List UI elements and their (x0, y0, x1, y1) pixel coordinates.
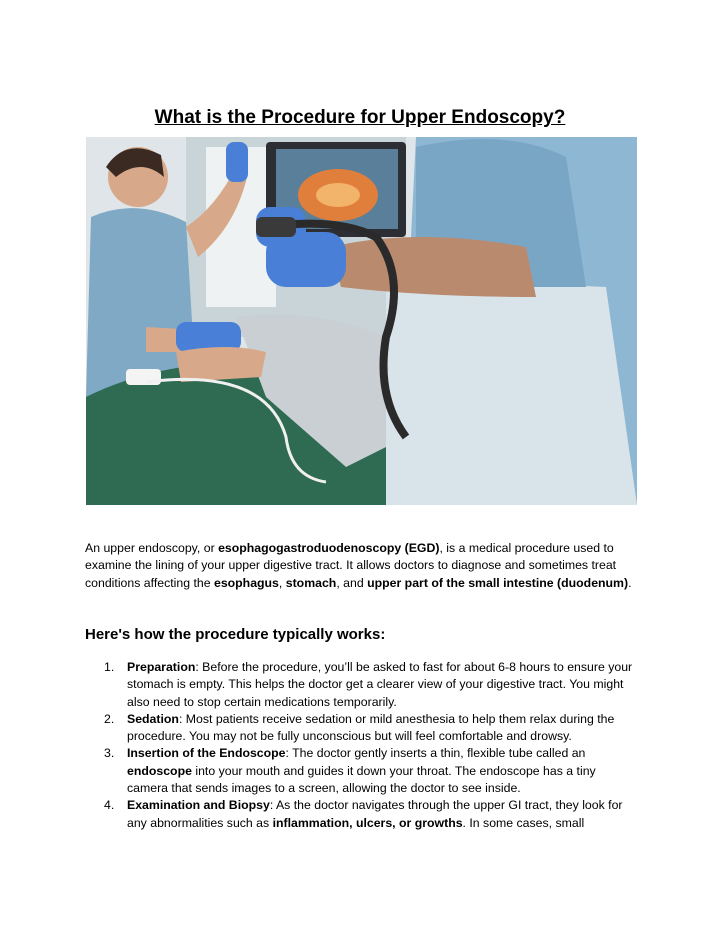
list-number: 2. (104, 711, 115, 726)
step-text: : Most patients receive sedation or mild anesthesia to help them relax during the procedure. You may not be fully unconscious but will feel comfortable and drowsy. (127, 711, 615, 744)
list-number: 1. (104, 660, 115, 674)
term-stomach: stomach (285, 575, 337, 590)
step-heading: Insertion of the Endoscope (127, 746, 286, 761)
procedure-subheading: Here's how the procedure typically works: (85, 626, 386, 643)
term-abnormalities: inflammation, ulcers, or growths (272, 815, 463, 830)
step-text: : Before the procedure, you’ll be asked to fast for about 6-8 hours to ensure your stomach is empty. This helps the doctor get a clearer view of your digestive tract. You might also need to stop certain medications temporarily. (127, 660, 633, 709)
step-text: . In some cases, small (462, 815, 585, 830)
term-duodenum: upper part of the small intestine (duodenum) (367, 575, 629, 590)
step-heading: Examination and Biopsy (127, 798, 270, 813)
procedure-steps-list (85, 659, 640, 832)
list-item (85, 797, 640, 832)
step-text: : As the doctor navigates through the upper GI tract, they look for any abnormalities such as (127, 798, 623, 830)
step-heading: Sedation (127, 711, 179, 726)
list-item (85, 745, 640, 797)
term-esophagus: esophagus (213, 575, 279, 590)
intro-paragraph: An upper endoscopy, or esophagogastroduodenoscopy (EGD), is a medical procedure used to examine the lining of your upper digestive tract. It allows doctors to diagnose and sometimes treat conditions affecting the esophagus, stomach, and upper part of the small intestine (duodenum). (85, 541, 632, 590)
term-egd: esophagogastroduodenoscopy (EGD) (218, 541, 440, 555)
endoscopy-photo (86, 137, 637, 505)
list-item (85, 659, 640, 711)
step-text: : The doctor gently inserts a thin, flexible tube called an (285, 746, 586, 761)
list-number: 3. (104, 746, 115, 761)
step-text: into your mouth and guides it down your throat. The endoscope has a tiny camera that sends images to a screen, allowing the doctor to see inside. (127, 763, 596, 796)
list-number: 4. (104, 798, 115, 813)
list-item (85, 711, 640, 746)
page-title: What is the Procedure for Upper Endoscopy? (154, 107, 566, 128)
step-heading: Preparation (127, 660, 196, 674)
endoscopy-illustration (86, 137, 637, 505)
term-endoscope: endoscope (127, 763, 192, 778)
